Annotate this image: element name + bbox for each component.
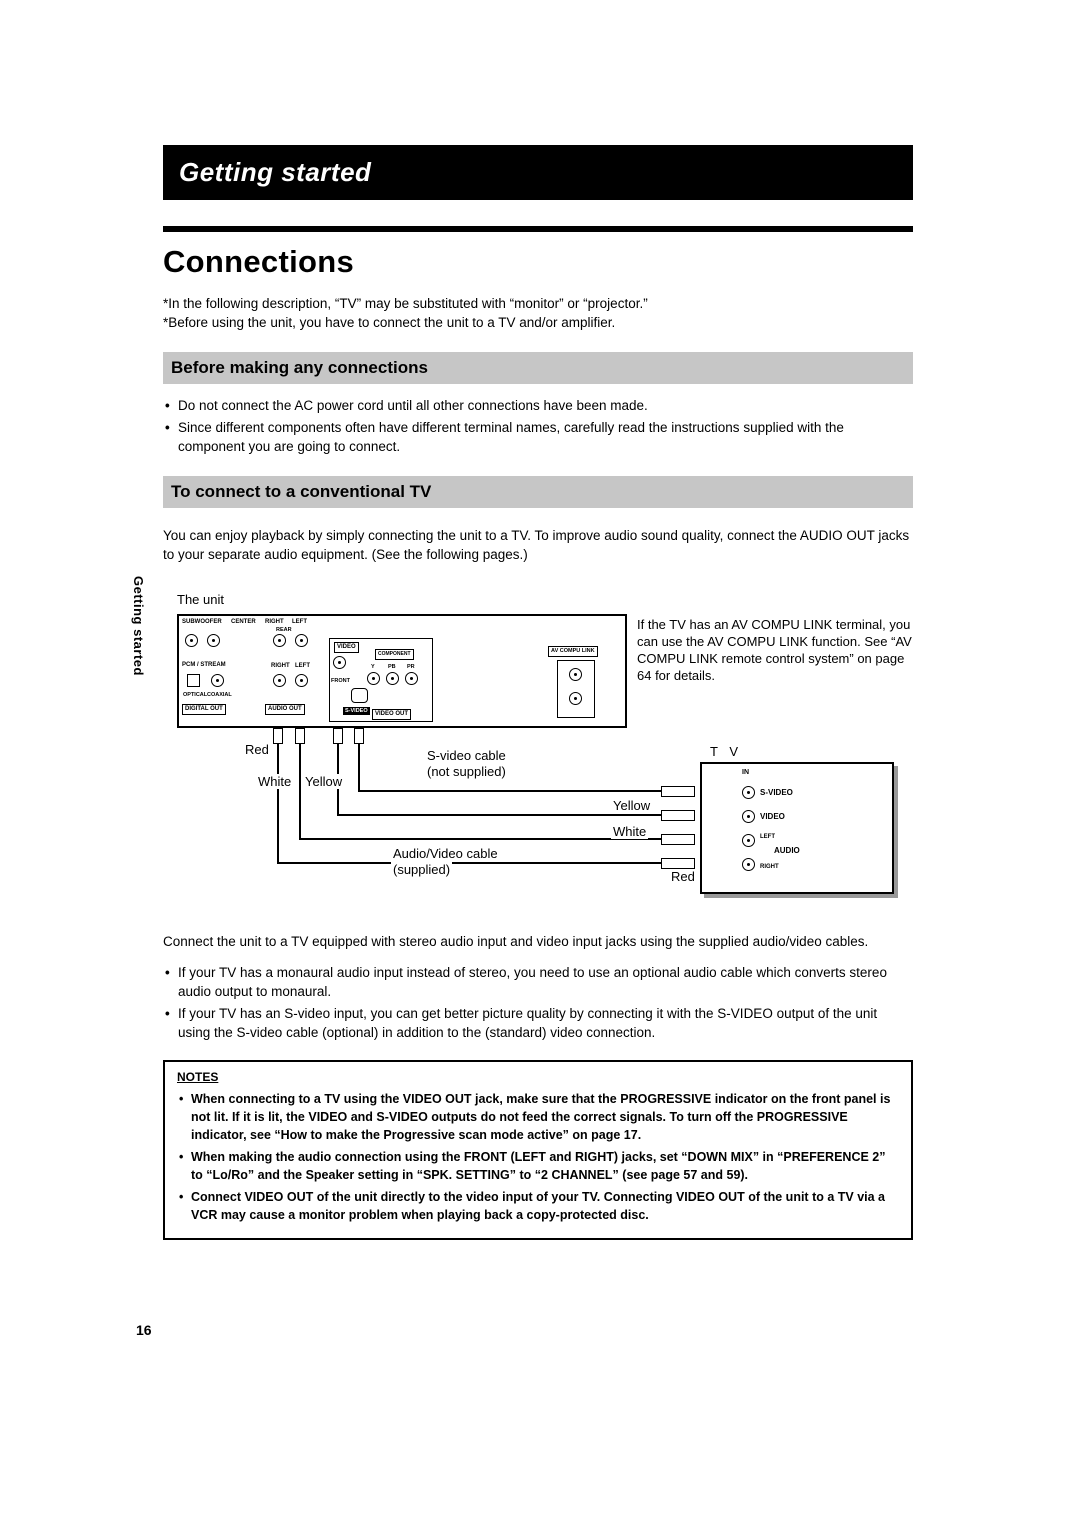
rca-plug-yellow [333, 728, 343, 744]
list-item-text: If your TV has a monaural audio input instead of stereo, you need to use an optional audio cable which converts stereo audio output to monaural. [178, 965, 887, 999]
note-text: When making the audio connection using the FRONT (LEFT and RIGHT) jacks, set “DOWN MIX” in “PREFERENCE 2” to “Lo/Ro” and the Speaker setting in “SPK. SETTING” to “2 CHANNEL” (see page 57 and 59). [191, 1150, 886, 1182]
coaxial-jack [211, 674, 224, 687]
tv-jack-label: S-VIDEO [760, 788, 793, 797]
panel-label: PR [407, 664, 415, 670]
svideo-out-jack [351, 688, 368, 703]
list-item-text: Since different components often have different terminal names, carefully read the instructions supplied with the component you are going to connect. [178, 420, 844, 454]
list-item-text: If your TV has an S-video input, you can get better picture quality by connecting it with the S-VIDEO output of the unit using the S-video cable (optional) in addition to the (standard) video connection. [178, 1006, 878, 1040]
cable-line-svideo [358, 790, 663, 792]
list-item [163, 396, 913, 415]
cable-label-white: White [613, 824, 647, 839]
page-content [163, 145, 913, 1240]
av-compu-link-note: If the TV has an AV COMPU LINK terminal, you can use the AV COMPU LINK function. See “AV COMPU LINK remote control system” on page 64 for details. [635, 616, 924, 684]
cable-label-red: Red [245, 742, 269, 757]
panel-label: PCM / STREAM [182, 662, 226, 668]
panel-label-boxed: DIGITAL OUT [182, 704, 226, 715]
notes-list [177, 1090, 899, 1224]
cable-label-yellow: Yellow [305, 774, 343, 789]
tv-tips-list [163, 963, 913, 1042]
rca-plug-yellow [661, 810, 695, 821]
note-text: When connecting to a TV using the VIDEO OUT jack, make sure that the PROGRESSIVE indicator on the front panel is not lit. If it is lit, the VIDEO and S-VIDEO outputs do not feed the correct signals. To turn off the PROGRESSIVE indicator, see “How to make the Progressive scan mode active” on page 17. [191, 1092, 891, 1142]
panel-label-boxed: VIDEO [334, 642, 359, 653]
panel-label: OPTICAL [183, 692, 208, 698]
note-text: Connect VIDEO OUT of the unit directly to the video input of your TV. Connecting VIDEO OUT of the unit to a TV via a VCR may cause a monitor problem when playing back a copy-protected disc. [191, 1190, 886, 1222]
panel-label: PB [388, 664, 396, 670]
tv-audio-left-jack [742, 834, 755, 847]
svideo-cable-label: (not supplied) [427, 764, 506, 779]
av-cable-label: (supplied) [393, 862, 451, 877]
optical-jack [187, 674, 200, 687]
audio-out-right-jack [273, 674, 286, 687]
rca-plug-white [661, 834, 695, 845]
audio-out-left-jack [295, 674, 308, 687]
banner-label: Getting started [179, 157, 372, 187]
rca-plug-red [661, 858, 695, 869]
panel-label-boxed: AUDIO OUT [265, 704, 305, 715]
panel-label: CENTER [231, 619, 256, 625]
cable-line-red [277, 862, 663, 864]
cable-line-white [299, 838, 663, 840]
panel-label: COAXIAL [207, 692, 232, 698]
heading-conventional-tv: To connect to a conventional TV [163, 476, 913, 508]
cable-label-white: White [258, 774, 292, 789]
notes-box [163, 1060, 913, 1240]
panel-label-boxed: VIDEO OUT [372, 709, 411, 720]
note-item [177, 1090, 899, 1144]
page-number: 16 [136, 1322, 152, 1338]
page-title: Connections [163, 244, 355, 279]
rca-plug-white [295, 728, 305, 744]
panel-label: LEFT [292, 619, 307, 625]
panel-label: REAR [276, 627, 292, 633]
svideo-plug [661, 786, 695, 797]
connection-diagram [163, 590, 913, 892]
panel-label-inverse: S-VIDEO [345, 708, 368, 714]
svideo-plug [354, 728, 364, 744]
jack [273, 634, 286, 647]
av-compu-link-jack [569, 668, 582, 681]
list-item [163, 418, 913, 456]
title-rule [163, 226, 913, 232]
intro-text [163, 294, 913, 332]
component-y-jack [367, 672, 380, 685]
jack [207, 634, 220, 647]
av-cable-label: Audio/Video cable [393, 846, 498, 861]
tv-label: T V [710, 744, 742, 759]
cable-line-yellow [337, 814, 663, 816]
panel-label-boxed: COMPONENT [375, 649, 414, 660]
tv-jack-label: LEFT [760, 834, 775, 840]
panel-label: FRONT [331, 678, 350, 684]
panel-label: SUBWOOFER [182, 619, 222, 625]
component-pb-jack [386, 672, 399, 685]
cable-label-yellow: Yellow [613, 798, 651, 813]
av-compu-link-jack [569, 692, 582, 705]
section-banner [163, 145, 913, 200]
side-tab-getting-started: Getting started [131, 576, 146, 676]
tv-jack-label: VIDEO [760, 812, 785, 821]
note-item [177, 1148, 899, 1184]
cable-line-red [277, 724, 279, 864]
jack [295, 634, 308, 647]
before-connections-list [163, 396, 913, 456]
list-item [163, 963, 913, 1001]
intro-line-1: *In the following description, “TV” may be substituted with “monitor” or “projector.” [163, 296, 648, 311]
intro-line-2: *Before using the unit, you have to connect the unit to a TV and/or amplifier. [163, 315, 616, 330]
panel-label: RIGHT [265, 619, 284, 625]
connect-paragraph: Connect the unit to a TV equipped with stereo audio input and video input jacks using the supplied audio/video cables. [163, 934, 869, 949]
list-item-text: Do not connect the AC power cord until all other connections have been made. [178, 398, 648, 413]
panel-label-boxed: AV COMPU LINK [548, 646, 598, 657]
heading-before-connections: Before making any connections [163, 352, 913, 384]
tv-video-jack [742, 810, 755, 823]
list-item [163, 1004, 913, 1042]
rca-plug-red [273, 728, 283, 744]
tv-audio-right-jack [742, 858, 755, 871]
panel-label: LEFT [295, 663, 310, 669]
tv-svideo-jack [742, 786, 755, 799]
note-item [177, 1188, 899, 1224]
unit-label: The unit [177, 592, 224, 607]
video-out-jack [333, 656, 346, 669]
cable-label-red: Red [671, 869, 695, 884]
panel-label: RIGHT [271, 663, 290, 669]
tv-jack-label: AUDIO [774, 846, 800, 855]
notes-title: NOTES [177, 1070, 219, 1084]
component-pr-jack [405, 672, 418, 685]
jack [185, 634, 198, 647]
tv-jack-label: RIGHT [760, 864, 779, 870]
panel-label: Y [371, 664, 375, 670]
tv-box [700, 762, 894, 894]
unit-rear-panel [177, 614, 627, 728]
tv-in-label: IN [742, 769, 749, 776]
conventional-tv-intro: You can enjoy playback by simply connecting the unit to a TV. To improve audio sound quality, connect the AUDIO OUT jacks to your separate audio equipment. (See the following pages.) [163, 528, 910, 562]
svideo-cable-label: S-video cable [427, 748, 506, 763]
